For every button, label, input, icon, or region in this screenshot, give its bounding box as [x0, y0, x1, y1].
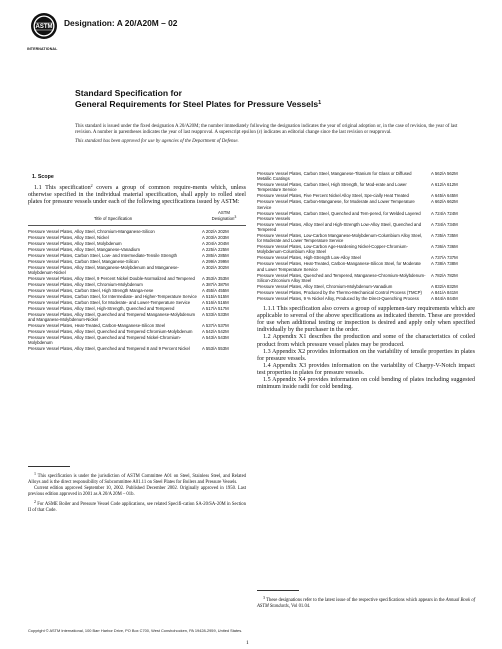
footnote-3: $^3$ These designations refer to the latest issue of the respective specifications which appears in the Annual Book of ASTM Standards, Vol 01.04. [257, 595, 475, 609]
title-footnote-mark[interactable]: 1 [318, 100, 322, 106]
table-row [257, 210, 475, 221]
table-row [28, 287, 246, 293]
footnote-1-edition: Current edition approved September 10, 2002. Published December 2002. Originally approved in 1950. Last previous edition approved in 2001 as A 20/A 20M – 01b. [28, 486, 246, 498]
spec-title: Pressure Vessel Plates, High-Strength Low-Alloy Steel [257, 255, 361, 261]
col-header-title: Title of Specification [28, 210, 198, 225]
spec-designation: A 203/A 203M [202, 234, 229, 240]
spec-designation: A 515/A 515M [202, 293, 229, 299]
left-column [28, 171, 246, 352]
spec-title: Pressure Vessel Plates, Carbon Steel, Manganese-Silicon [28, 258, 139, 264]
table-row [257, 181, 475, 192]
spec-title: Pressure Vessel Plates, Carbon Steel, High Strength Manga-nese [28, 287, 154, 293]
left-table-body [28, 225, 246, 351]
spec-designation: A 455/A 455M [202, 287, 229, 293]
spec-title: Pressure Vessel Plates, Heat-Treated, Carbon-Manganese-Silicon Steel [28, 323, 166, 329]
table-row [28, 328, 246, 334]
scope-paragraph-1-1: 1.1 This specification$^2$ covers a group of common require-ments which, unless otherwise specified in the individual material specification, shall apply to rolled steel plates for pressure vessels under each of the following specifications issued by ASTM: [28, 183, 246, 206]
spec-designation: A 737/A 737M [431, 255, 458, 261]
table-row [257, 272, 475, 283]
spec-designation: A 724/A 724M [431, 210, 458, 216]
spec-title: Pressure Vessel Plates, Alloy Steel, Chromium-Molybdenum [28, 281, 143, 287]
spec-designation: A 734/A 734M [431, 221, 458, 227]
spec-designation: A 533/A 533M [202, 311, 229, 317]
spec-title: Pressure Vessel Plates, Quenched and Tempered, Manganese-Chromium-Molybdenum-Silicon-Zirconium Alloy Steel [257, 272, 426, 283]
spec-designation: A 841/A 841M [431, 289, 458, 295]
table-row [257, 243, 475, 254]
spec-designation: A 204/A 204M [202, 240, 229, 246]
spec-designation: A 832/A 832M [431, 283, 458, 289]
table-row [28, 264, 246, 275]
spec-title: Pressure Vessel Plates, Alloy Steel, High-Strength, Quenched and Tempered [28, 305, 175, 311]
spec-title: Pressure Vessel Plates, Five Percent Nickel Alloy Steel, Spe-cially Heat Treated [257, 193, 409, 199]
spec-title: Pressure Vessel Plates, Carbon Steel, for Intermediate- and Higher-Temperature Service [28, 293, 197, 299]
astm-logo-icon [30, 12, 58, 46]
table-header [28, 210, 246, 225]
spec-title: Pressure Vessel Plates, Carbon Steel, High Strength, for Mod-erate and Lower Temperature Service [257, 182, 407, 193]
spec-title: Pressure Vessel Plates, Alloy Steel, Nickel [28, 234, 109, 240]
spec-title: Pressure Vessel Plates, Alloy Steel, Manganese-Molybdenum and Manganese-Molybdenum-Nickel [28, 264, 179, 275]
paragraph-1-3: 1.3 Appendix X2 provides information on the variability of tensile properties in plates for pressure vessels. [257, 348, 475, 362]
spec-designation: A 782/A 782M [431, 272, 458, 278]
spec-title: Pressure Vessel Plates, Alloy Steel, Molybdenum [28, 240, 122, 246]
footnotes-left [28, 466, 246, 514]
document-title [75, 88, 475, 110]
col-header-designation: ASTM Designation$^3$ [198, 210, 246, 225]
footnote-rule [28, 466, 70, 467]
spec-title: Pressure Vessel Plates, Low-Carbon Age-Hardening Nickel-Copper-Chromium-Molybdenum-Columbium Alloy Steel [257, 244, 408, 255]
spec-title: Pressure Vessel Plates, Carbon Steel, Quenched and Tem-pered, for Welded Layered Pressure Vessels [257, 210, 421, 221]
table-row [28, 346, 246, 352]
spec-title: Pressure Vessel Plates, Carbon-Manganese, for Moderate and Lower Temperature Service [257, 199, 415, 210]
notice-text: This standard is issued under the fixed designation A 20/A20M; the number immediately following the designation indicates the year of original adoption or, in the case of revision, the year of last revision. A number in parentheses indicates the year of last reapproval. A superscript epsilon (ε) indicates an editorial change since the last revision or reapproval. [75, 124, 458, 135]
table-row [257, 261, 475, 272]
spec-title: Pressure Vessel Plates, Carbon Steel, Manganese-Titanium for Glass or Diffused Metallic Coatings [257, 171, 412, 182]
table-row [28, 305, 246, 311]
copyright-line: Copyright © ASTM International, 100 Barr Harbor Drive, PO Box C700, West Conshohocken, PA 19428-2959, United States. [28, 628, 243, 633]
right-column [257, 171, 475, 391]
spec-table-right [257, 171, 475, 301]
spec-title: Pressure Vessel Plates, Alloy Steel, Chromium-Molybdenum-Vanadium [257, 283, 393, 289]
dod-notice: This standard has been approved for use by agencies of the Department of Defense. [75, 139, 239, 144]
footnote-2-mark[interactable]: 2 [90, 183, 93, 188]
spec-designation: A 553/A 553M [202, 346, 229, 352]
svg-text:ASTM: ASTM [35, 24, 53, 31]
spec-title: Pressure Vessel Plates, 9 % Nickel Alloy, Produced by the Direct-Quenching Process [257, 295, 419, 301]
page-number: 1 [246, 640, 249, 646]
spec-title: Pressure Vessel Plates, Alloy Steel, Chromium-Manganese-Silicon [28, 228, 155, 234]
standard-notice [75, 124, 475, 145]
spec-designation: A 517/A 517M [202, 305, 229, 311]
spec-title: Pressure Vessel Plates, Alloy Steel, Quenched and Tempered Manganese-Molybdenum and Manganese-Molybdenum-Nickel [28, 311, 196, 323]
title-line-1: Standard Specification for [75, 88, 182, 98]
spec-title: Pressure Vessel Plates, Alloy Steel, Quenched and Tempered Nickel-Chromium-Molybdenum [28, 335, 182, 346]
footnotes-right [257, 590, 475, 610]
table-row [28, 322, 246, 328]
spec-designation: A 736/A 736M [431, 244, 458, 250]
footnote-1: $^1$ This specification is under the jurisdiction of ASTM Committee A01 on Steel, Stainless Steel, and Related Alloys and is the direct responsibility of Subcommittee A01.11 on Steel Plates for Boilers and Pressure Vessels. [28, 471, 246, 485]
spec-designation: A 285/A 285M [202, 252, 229, 258]
table-row [257, 289, 475, 295]
table-row [28, 275, 246, 281]
paragraph-1-5: 1.5 Appendix X4 provides information on cold bending of plates including suggested minimum inside radii for cold bending. [257, 376, 475, 391]
spec-table-left [28, 210, 246, 351]
table-row [28, 258, 246, 264]
spec-title: Pressure Vessel Plates, Alloy Steel, 9 Percent Nickel Double-Normalized and Tempered [28, 275, 195, 281]
footnote-2: $^2$ For ASME Boiler and Pressure Vessel Code applications, see related Specifi-cation SA-20/SA-20M in Section II of that Code. [28, 498, 246, 513]
spec-designation: A 612/A 612M [431, 182, 458, 188]
table-row [28, 225, 246, 234]
spec-title: Pressure Vessel Plates, Alloy Steel, Quenched and Tempered 8 and 9 Percent Nickel [28, 346, 190, 352]
table-row [28, 293, 246, 299]
spec-designation: A 543/A 543M [202, 335, 229, 341]
table-row [28, 311, 246, 322]
spec-designation: A 738/A 738M [431, 261, 458, 267]
table-row [257, 221, 475, 232]
spec-designation: A 735/A 735M [431, 233, 458, 239]
table-row [257, 283, 475, 289]
spec-title: Pressure Vessel Plates, Low-Carbon Manganese-Molybdenum-Columbium Alloy Steel, for Moderate and Lower Temperature Service [257, 233, 423, 244]
table-row [28, 281, 246, 287]
table-row [257, 193, 475, 199]
spec-designation: A 537/A 537M [202, 323, 229, 329]
table-row [257, 171, 475, 181]
spec-title: Pressure Vessel Plates, Carbon Steel, Low- and Intermediate-Tensile Strength [28, 252, 178, 258]
table-row [28, 334, 246, 345]
spec-designation: A 645/A 645M [431, 193, 458, 199]
spec-title: Pressure Vessel Plates, Carbon Steel, for Moderate- and Lower-Temperature Service [28, 299, 191, 305]
table-row [28, 252, 246, 258]
spec-designation: A 202/A 202M [202, 228, 229, 234]
title-line-2: General Requirements for Steel Plates for Pressure Vessels$^1$ [75, 99, 322, 109]
spec-designation: A 387/A 387M [202, 281, 229, 287]
designation: Designation: A 20/A20M – 02 [64, 18, 178, 28]
spec-designation: A 662/A 662M [431, 199, 458, 205]
spec-designation: A 542/A 542M [202, 329, 229, 335]
spec-designation: A 302/A 302M [202, 264, 229, 270]
paragraph-1-1-1: 1.1.1 This specification also covers a group of supplemen-tary requirements which are applicable to several of the above specifications as indicated therein. These are provided for use when additional testing or inspection is desired and apply only when specified individually by the purchaser in the order. [257, 306, 475, 334]
footnote-rule-right [257, 590, 299, 591]
spec-designation: A 299/A 299M [202, 258, 229, 264]
paragraph-1-2: 1.2 Appendix X1 describes the production and some of the characteristics of coiled product from which pressure vessel plates may be produced. [257, 334, 475, 348]
footnote-3-mark[interactable]: 3 [234, 215, 237, 220]
paragraph-1-4: 1.4 Appendix X3 provides information on the variability of Charpy-V-Notch impact test properties in plates for pressure vessels. [257, 362, 475, 376]
spec-title: Pressure Vessel Plates, Alloy Steel, Manganese-Vanadium [28, 246, 140, 252]
spec-designation: A 562/A 562M [431, 171, 458, 176]
spec-title: Pressure Vessel Plates, Produced by the Thermo-Mechanical Control Process (TMCP) [257, 289, 422, 295]
table-row [257, 199, 475, 210]
table-row [28, 246, 246, 252]
spec-designation: A 844/A 844M [431, 295, 458, 301]
table-row [28, 299, 246, 305]
spec-title: Pressure Vessel Plates, Alloy Steel and High-Strength Low-Alloy Steel, Quenched and Tempered [257, 221, 422, 233]
section-heading-scope: 1. Scope [32, 174, 54, 180]
spec-title: Pressure Vessel Plates, Alloy Steel, Quenched and Tempered Chromium-Molybdenum [28, 329, 193, 335]
annual-book-link[interactable]: Annual Book of ASTM Standards [257, 598, 475, 609]
table-row [257, 232, 475, 243]
spec-designation: A 353/A 353M [202, 275, 229, 281]
logo-subtext: INTERNATIONAL [27, 47, 58, 51]
spec-designation: A 225/A 225M [202, 246, 229, 252]
table-row [257, 295, 475, 301]
right-table-body [257, 171, 475, 301]
spec-title: Pressure Vessel Plates, Heat-Treated, Carbon-Manganese-Silicon Steel, for Moderate and Lower Temperature Service [257, 261, 421, 272]
spec-designation: A 516/A 516M [202, 299, 229, 305]
